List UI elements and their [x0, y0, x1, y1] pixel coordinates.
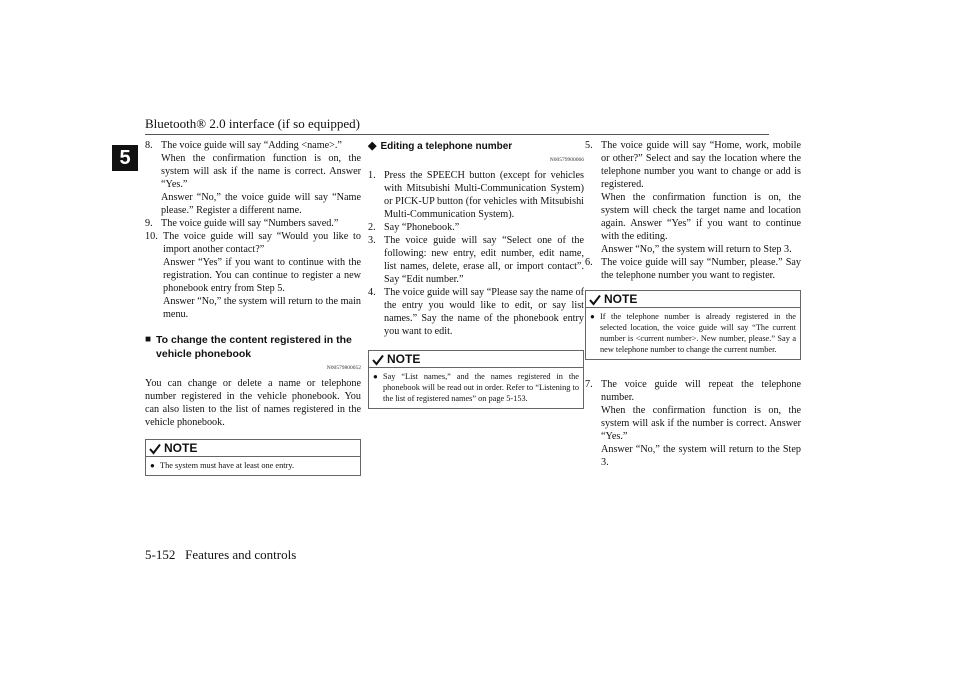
- step-2: [368, 221, 584, 234]
- column-1: [145, 137, 361, 476]
- note-check-icon: [149, 443, 161, 455]
- step-line: Answer “No,” the system will return to the main menu.: [163, 296, 361, 320]
- note-text: If the telephone number is already registered in the selected location, the voice guide will say “The current number is <current number>. New number, please.” Say a new telephone number to change the current number.: [600, 312, 796, 354]
- section-heading-text: Editing a telephone number: [380, 141, 513, 152]
- step-1: [368, 169, 584, 221]
- note-check-icon: [589, 294, 601, 306]
- note-text: Say “List names,” and the names registered in the phonebook will be read out in order. Refer to “Listening to the list of registered names” on page 5-153.: [383, 372, 579, 403]
- step-line: The voice guide will say “Numbers saved.”: [161, 218, 339, 229]
- step-8: [145, 139, 361, 217]
- note-box: [145, 439, 361, 476]
- step-body: [384, 286, 584, 338]
- page-number: 5-152: [145, 547, 176, 562]
- step-number: 1.: [368, 170, 376, 181]
- step-body: [384, 221, 584, 234]
- note-check-icon: [372, 354, 384, 366]
- column-2: [368, 137, 584, 409]
- step-7: [585, 378, 801, 469]
- dot-bullet-icon: ●: [590, 312, 595, 321]
- note-box: [585, 290, 801, 360]
- note-body: [369, 368, 583, 408]
- step-body: [163, 230, 361, 321]
- step-line: The voice guide will say “Home, work, mobile or other?” Select and say the location where the telephone number you want to change or add is registered.: [601, 140, 801, 190]
- subheading: [145, 333, 361, 361]
- step-10: [145, 230, 361, 321]
- step-body: [384, 169, 584, 221]
- reference-code: N00579800052: [326, 365, 361, 371]
- step-line: When the confirmation function is on, the system will ask if the name is correct. Answer “Yes.”: [161, 153, 361, 190]
- step-body: [384, 234, 584, 286]
- step-line: The voice guide will say “Number, please.” Say the telephone number you want to register.: [601, 257, 801, 281]
- dot-bullet-icon: ●: [150, 461, 155, 470]
- step-line: The voice guide will repeat the telephone number.: [601, 379, 801, 403]
- note-label: NOTE: [164, 441, 198, 455]
- note-header: [146, 440, 360, 456]
- square-bullet-icon: ■: [145, 334, 152, 345]
- step-number: 9.: [145, 218, 153, 229]
- chapter-tab: 5: [112, 145, 138, 171]
- step-body: [161, 139, 361, 217]
- step-line: The voice guide will say “Would you like to import another contact?”: [163, 231, 361, 255]
- footer-section: Features and controls: [185, 547, 297, 562]
- note-header: [369, 351, 583, 367]
- diamond-bullet-icon: ◆: [368, 140, 377, 152]
- step-body: [161, 217, 361, 230]
- note-text: The system must have at least one entry.: [160, 461, 295, 470]
- step-9: [145, 217, 361, 230]
- step-number: 3.: [368, 235, 376, 246]
- step-number: 10.: [145, 231, 158, 242]
- subheading-title: To change the content registered in the vehicle phonebook: [156, 334, 352, 360]
- step-line: Answer “No,” the system will return to the Step 3.: [601, 444, 801, 468]
- step-number: 5.: [585, 140, 593, 151]
- note-label: NOTE: [604, 292, 638, 306]
- step-body: [601, 139, 801, 256]
- step-line: Answer “Yes” if you want to continue with the registration. You can continue to register a new phonebook entry from Step 5.: [163, 257, 361, 294]
- dot-bullet-icon: ●: [373, 372, 378, 381]
- note-body: [146, 457, 360, 475]
- page-footer: [145, 547, 296, 563]
- step-body: [601, 378, 801, 469]
- step-line: The voice guide will say “Adding <name>.”: [161, 140, 342, 151]
- section-paragraph: You can change or delete a name or telephone number registered in the vehicle phonebook. You can also listen to the list of names registered in the vehicle phonebook.: [145, 378, 361, 428]
- step-line: When the confirmation function is on, the system will ask if the number is correct. Answer “Yes.”: [601, 405, 801, 442]
- step-line: Answer “No,” the system will return to Step 3.: [601, 244, 792, 255]
- step-6: [585, 256, 801, 282]
- step-number: 2.: [368, 222, 376, 233]
- header-rule: [145, 134, 769, 135]
- step-number: 8.: [145, 140, 153, 151]
- step-line: When the confirmation function is on, the system will check the target name and location again. Answer “Yes” if you want to continue with the editing.: [601, 192, 801, 242]
- note-header: [586, 291, 800, 307]
- note-body: [586, 308, 800, 359]
- column-3: [585, 137, 801, 469]
- step-line: Say “Phonebook.”: [384, 222, 460, 233]
- step-number: 4.: [368, 287, 376, 298]
- step-number: 6.: [585, 257, 593, 268]
- page-header-title: Bluetooth® 2.0 interface (if so equipped): [145, 116, 360, 131]
- reference-code: N00579900066: [549, 157, 584, 163]
- section-heading: [368, 140, 584, 153]
- step-line: Press the SPEECH button (except for vehicles with Mitsubishi Multi-Communication System) or PICK-UP button (for vehicles with Mitsubishi Multi-Communication System).: [384, 170, 584, 220]
- step-3: [368, 234, 584, 286]
- note-label: NOTE: [387, 352, 421, 366]
- step-line: The voice guide will say “Select one of the following: new entry, edit number, edit name, list names, delete, erase all, or import contact”. Say “Edit number.”: [384, 235, 584, 285]
- step-body: [601, 256, 801, 282]
- step-number: 7.: [585, 379, 593, 390]
- step-line: Answer “No,” the voice guide will say “Name please.” Register a different name.: [161, 192, 361, 216]
- step-line: The voice guide will say “Please say the name of the entry you would like to edit, or say list names.” Say the name of the phonebook entry you want to edit.: [384, 287, 585, 337]
- note-box: [368, 350, 584, 409]
- step-5: [585, 139, 801, 256]
- step-4: [368, 286, 584, 338]
